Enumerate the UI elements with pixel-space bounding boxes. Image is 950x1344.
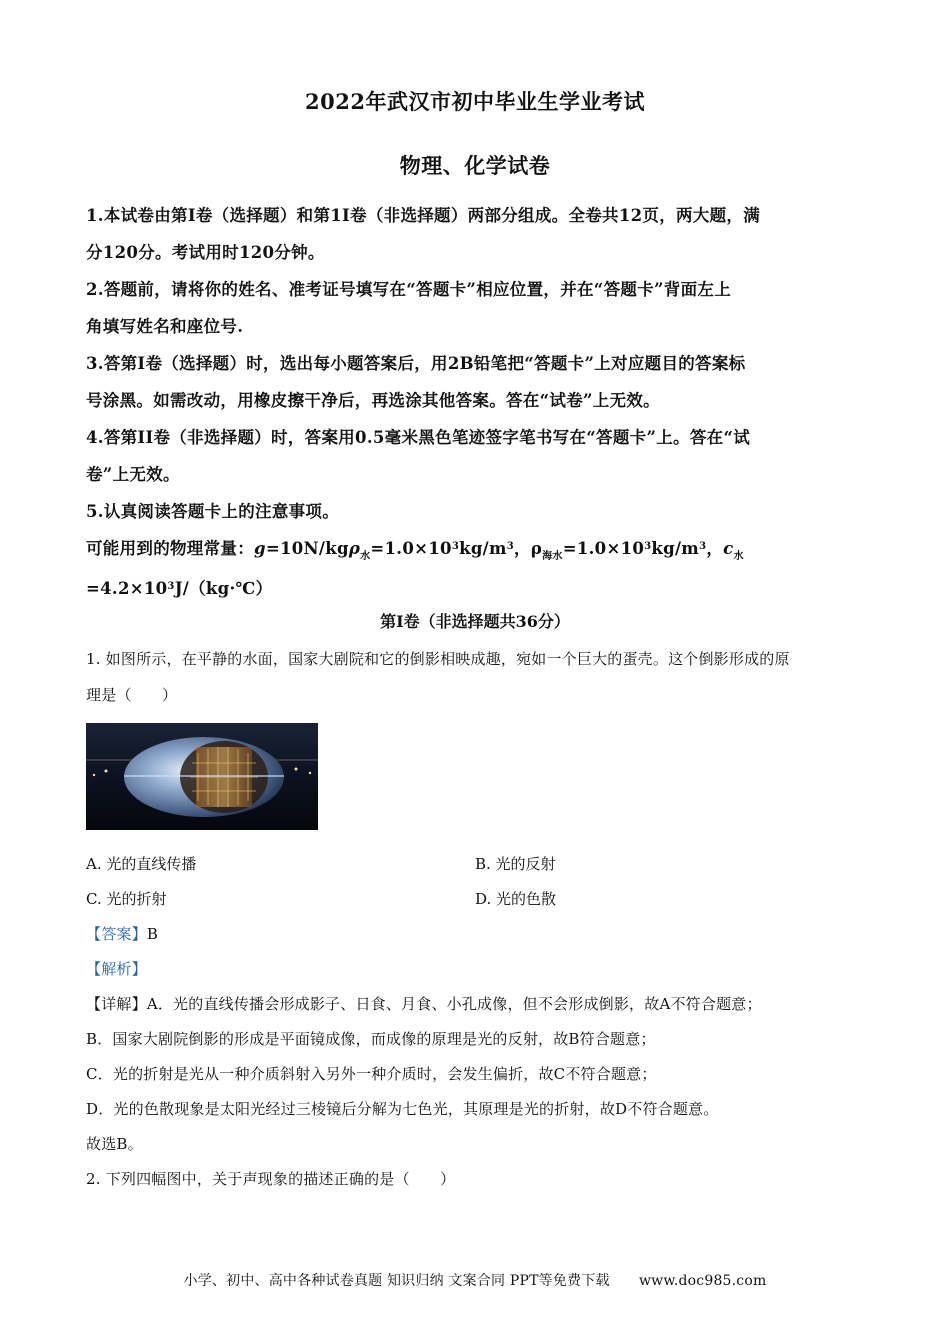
instruction-line: 4.答第II卷（非选择题）时，答案用0.5毫米黑色笔迹签字笔书写在“答题卡”上。答在“试 [86, 428, 751, 447]
instruction-line: 分120分。考试用时120分钟。 [86, 243, 325, 262]
instruction-line: 3.答第I卷（选择题）时，选出每小题答案后，用2B铅笔把“答题卡”上对应题目的答案标 [86, 354, 746, 373]
instruction-line: 1.本试卷由第I卷（选择题）和第1I卷（非选择题）两部分组成。全卷共12页，两大题，满 [86, 206, 761, 225]
detail-line: 【详解】A．光的直线传播会形成影子、日食、月食、小孔成像，但不会形成倒影，故A不符合题意； [86, 995, 762, 1013]
page-footer [0, 1270, 950, 1290]
answer-line [86, 923, 158, 944]
analysis-tag: 【解析】 [86, 960, 147, 978]
answer-value: B [146, 925, 159, 943]
detail-line: D．光的色散现象是太阳光经过三棱镜后分解为七色光，其原理是光的折射，故D不符合题意。 [86, 1100, 719, 1118]
exam-title: 2022年武汉市初中毕业生学业考试 [305, 89, 645, 114]
question-stem: 1. 如图所示，在平静的水面，国家大剧院和它的倒影相映成趣，宛如一个巨大的蛋壳。这个倒影形成的原 [86, 650, 790, 668]
section-title: 第I卷（非选择题共36分） [380, 612, 570, 631]
instructions [86, 197, 866, 607]
grand-theatre-photo [86, 723, 318, 830]
detail-line: B．国家大剧院倒影的形成是平面镜成像，而成像的原理是光的反射，故B符合题意； [86, 1030, 656, 1048]
instruction-line: 5.认真阅读答题卡上的注意事项。 [86, 502, 340, 521]
physics-constants: 可能用到的物理常量：$g=10N/kg\rho_水=1.0\times 10^3kg/m^3$，$\rho_{海水}=1.0\times 10^3kg/m^3$，$c_水$ [86, 539, 744, 562]
question-stem: 理是（ ） [86, 686, 178, 704]
option-c: C. 光的折射 [86, 890, 167, 908]
instruction-line: 角填写姓名和座位号. [86, 317, 244, 336]
physics-constants-cont: $=4.2\times 10^3J/(kg\cdot℃)$ [86, 579, 273, 598]
option-d: D. 光的色散 [475, 890, 557, 908]
theatre-illustration [86, 723, 318, 830]
option-a: A. 光的直线传播 [86, 855, 197, 873]
instruction-line: 号涂黑。如需改动，用橡皮擦干净后，再选涂其他答案。答在“试卷”上无效。 [86, 391, 660, 410]
answer-tag: 【答案】 [86, 925, 147, 943]
detail-line: C．光的折射是光从一种介质斜射入另外一种介质时，会发生偏折，故C不符合题意； [86, 1065, 657, 1083]
exam-subtitle: 物理、化学试卷 [399, 153, 551, 178]
question-2-stem: 2. 下列四幅图中，关于声现象的描述正确的是（ ） [86, 1170, 456, 1188]
footer-text: 小学、初中、高中各种试卷真题 知识归纳 文案合同 PPT等免费下载 [183, 1273, 610, 1289]
instruction-line: 2.答题前，请将你的姓名、准考证号填写在“答题卡”相应位置，并在“答题卡”背面左上 [86, 280, 731, 299]
option-b: B. 光的反射 [475, 855, 556, 873]
instruction-line: 卷”上无效。 [86, 465, 180, 484]
conclusion: 故选B。 [86, 1135, 143, 1153]
footer-site-link[interactable]: www.doc985.com [638, 1273, 767, 1289]
